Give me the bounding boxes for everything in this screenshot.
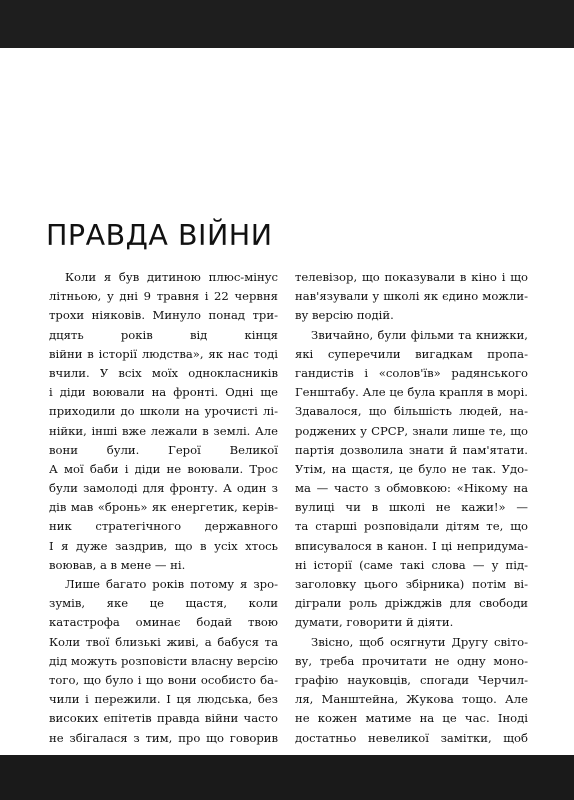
- left-column-line: високих епітетів правда війни часто: [49, 711, 278, 726]
- right-column-line: роджених у СРСР, знали лише те, що: [295, 423, 528, 438]
- right-column-line: гандистів і «солов'їв» радянського: [295, 365, 528, 380]
- right-column-line: ву, треба прочитати не одну моно-: [295, 653, 528, 668]
- right-column-line: Звісно, щоб осягнути Другу світо-: [311, 634, 528, 649]
- left-column-line: війни в історії людства», як нас тоді: [49, 346, 278, 361]
- left-column-line: Лише багато років потому я зро-: [65, 577, 278, 591]
- right-column-line: Здавалося, що більшість людей, на-: [295, 404, 528, 419]
- left-column-line: трохи ніяковів. Минуло понад три-: [49, 308, 278, 323]
- right-column-line: заголовку цього збірника) потім ві-: [295, 577, 528, 591]
- right-column-line: не кожен матиме на це час. Іноді: [295, 711, 528, 726]
- left-column-line: І я дуже заздрив, що в усіх хтось: [49, 538, 278, 553]
- right-column-line: ля, Манштейна, Жукова тощо. Але: [295, 692, 528, 707]
- left-column-line: ник стратегічного державного: [49, 519, 278, 534]
- right-column-line: телевізор, що показували в кіно і що: [295, 270, 528, 284]
- right-column-line: думати, говорити й діяти.: [295, 615, 454, 630]
- right-column-line: графію науковців, спогади Черчил-: [295, 672, 528, 687]
- right-text-column: [295, 268, 528, 748]
- right-column-line: вулиці чи в школі не кажи!» —: [295, 500, 528, 515]
- left-column-line: А мої баби і діди не воювали. Трос: [49, 461, 278, 476]
- right-column-line: ні історії (саме такі слова — у під-: [295, 557, 528, 572]
- right-column-line: Звичайно, були фільми та книжки,: [311, 327, 528, 342]
- left-column-line: приходили до школи на урочисті лі-: [49, 404, 278, 419]
- left-column-line: дів мав «бронь» як енергетик, керів-: [49, 500, 278, 515]
- left-column-line: дцять років від кінця: [49, 327, 278, 342]
- right-column-line: вписувалося в канон. І ці непридума-: [295, 538, 528, 553]
- left-column-line: літньою, у дні 9 травня і 22 червня: [49, 289, 278, 304]
- right-column-line: діграли роль дріжджів для свободи: [295, 596, 528, 611]
- left-column-line: воював, а в мене — ні.: [49, 557, 186, 572]
- left-column-line: чили і пережили. І ця людська, без: [49, 692, 278, 707]
- right-column-line: достатньо невеликої замітки, щоб: [295, 730, 528, 745]
- right-column-line: які суперечили вигадкам пропа-: [295, 346, 528, 361]
- left-column-line: і діди воювали на фронті. Одні ще: [49, 385, 278, 400]
- left-column-line: не збігалася з тим, про що говорив: [49, 730, 278, 745]
- left-column-line: катастрофа оминає бодай твою: [49, 615, 278, 630]
- right-column-line: ма — часто з обмовкою: «Нікому на: [295, 481, 528, 496]
- left-column-line: нійки, інші вже лежали в землі. Але: [49, 423, 278, 438]
- left-column-line: Коли я був дитиною плюс-мінус: [65, 270, 278, 284]
- bottom-dark-band: [0, 755, 574, 800]
- left-column-line: були замолоді для фронту. А один з: [49, 481, 278, 496]
- left-column-line: Коли твої близькі живі, а бабуся та: [49, 634, 278, 649]
- right-column-line: Утім, на щастя, це було не так. Удо-: [295, 461, 528, 476]
- right-column-line: партія дозволила знати й пам'ятати.: [295, 442, 528, 457]
- left-column-line: вони були. Герої Великої: [49, 442, 278, 457]
- left-column-line: того, що було і що вони особисто ба-: [49, 672, 278, 687]
- left-column-line: зумів, яке це щастя, коли: [49, 596, 278, 611]
- right-column-line: ву версію подій.: [295, 308, 394, 323]
- top-dark-band: [0, 0, 574, 48]
- left-column-line: вчили. У всіх моїх однокласників: [49, 365, 278, 380]
- right-column-line: та старші розповідали дітям те, що: [295, 519, 528, 534]
- left-text-column: [49, 268, 278, 748]
- chapter-title: ПРАВДА ВІЙНИ: [46, 219, 273, 253]
- right-column-line: Генштабу. Але це була крапля в морі.: [295, 385, 528, 400]
- left-column-line: дід можуть розповісти власну версію: [49, 653, 278, 668]
- right-column-line: нав'язували у школі як єдино можли-: [295, 289, 528, 304]
